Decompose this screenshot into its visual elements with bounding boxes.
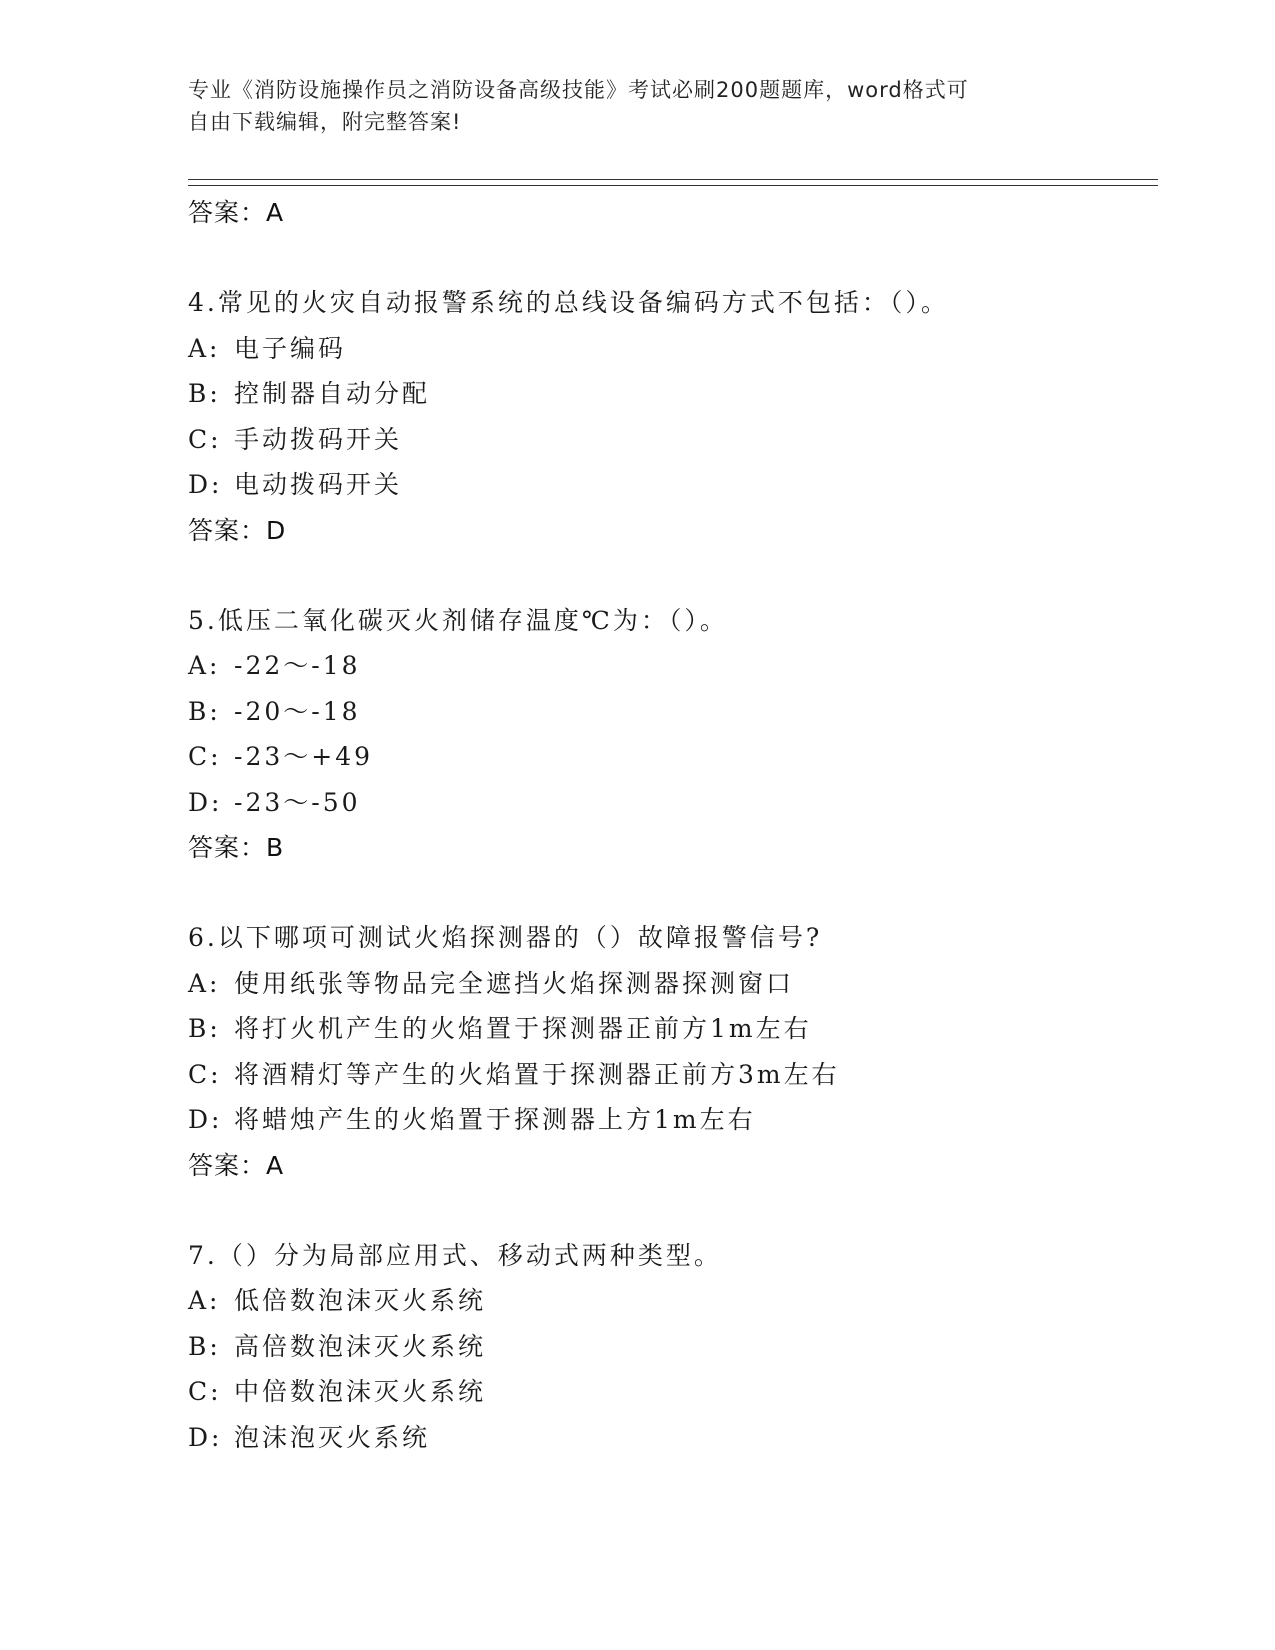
option-letter: D: xyxy=(188,470,223,499)
option-text: 电动拨码开关 xyxy=(234,470,403,499)
option-c xyxy=(188,1052,1168,1098)
answer-line: 答案：A xyxy=(188,1150,285,1180)
spacer xyxy=(188,1189,1168,1233)
option-letter: D: xyxy=(188,787,223,817)
document-body xyxy=(188,190,1168,1460)
answer-line: 答案：B xyxy=(188,833,285,862)
question-stem: 5.低压二氧化碳灭火剂储存温度℃为：（）。 xyxy=(188,605,728,635)
option-letter: B: xyxy=(188,696,221,726)
option-b xyxy=(188,371,1168,417)
option-text: 中倍数泡沫灭火系统 xyxy=(234,1377,487,1406)
option-letter: A: xyxy=(188,968,221,998)
option-letter: D: xyxy=(188,1105,223,1134)
option-text: 使用纸张等物品完全遮挡火焰探测器探测窗口 xyxy=(234,968,795,998)
option-letter: A: xyxy=(188,333,221,363)
question-stem: 6.以下哪项可测试火焰探测器的（）故障报警信号? xyxy=(188,923,823,952)
option-letter: C: xyxy=(188,742,222,771)
question-6 xyxy=(188,915,1168,1189)
option-c xyxy=(188,1369,1168,1415)
option-c xyxy=(188,417,1168,463)
option-text: 电子编码 xyxy=(234,333,347,363)
option-text: -23～-50 xyxy=(234,787,361,817)
option-a xyxy=(188,1278,1168,1324)
question-5 xyxy=(188,598,1168,872)
option-text: -23～+49 xyxy=(234,742,374,771)
option-b xyxy=(188,1006,1168,1052)
option-letter: B: xyxy=(188,1014,221,1043)
question-stem: 4.常见的火灾自动报警系统的总线设备编码方式不包括：（）。 xyxy=(188,288,949,317)
option-letter: C: xyxy=(188,1377,222,1406)
header-divider xyxy=(188,179,1158,186)
option-d xyxy=(188,462,1168,508)
option-c xyxy=(188,734,1168,780)
option-d xyxy=(188,1097,1168,1143)
option-text: 手动拨码开关 xyxy=(234,424,403,454)
option-a xyxy=(188,961,1168,1007)
option-text: 高倍数泡沫灭火系统 xyxy=(234,1331,487,1361)
option-text: 低倍数泡沫灭火系统 xyxy=(234,1286,487,1315)
option-a xyxy=(188,643,1168,689)
option-b xyxy=(188,1324,1168,1370)
option-letter: A: xyxy=(188,1286,221,1315)
option-letter: B: xyxy=(188,379,221,408)
option-a xyxy=(188,326,1168,372)
option-text: 将蜡烛产生的火焰置于探测器上方1m左右 xyxy=(234,1105,756,1134)
question-stem: 7.（）分为局部应用式、移动式两种类型。 xyxy=(188,1240,722,1270)
option-d xyxy=(188,780,1168,826)
answer-line: 答案：A xyxy=(188,198,285,227)
spacer xyxy=(188,871,1168,915)
option-letter: B: xyxy=(188,1331,221,1361)
question-4 xyxy=(188,280,1168,554)
option-text: -22～-18 xyxy=(234,651,361,680)
option-letter: C: xyxy=(188,424,222,454)
header-line-1: 专业《消防设施操作员之消防设备高级技能》考试必刷200题题库，word格式可 xyxy=(188,78,969,102)
answer-line: 答案：D xyxy=(188,515,287,545)
question-7 xyxy=(188,1233,1168,1461)
option-text: 将打火机产生的火焰置于探测器正前方1m左右 xyxy=(234,1014,812,1043)
option-letter: A: xyxy=(188,651,221,680)
option-letter: D: xyxy=(188,1422,223,1452)
spacer xyxy=(188,554,1168,598)
option-text: 泡沫泡灭火系统 xyxy=(234,1422,431,1452)
option-text: 控制器自动分配 xyxy=(234,379,431,408)
option-b xyxy=(188,689,1168,735)
page-header xyxy=(188,74,1088,138)
header-line-2: 自由下载编辑，附完整答案! xyxy=(188,110,462,134)
option-text: -20～-18 xyxy=(234,696,361,726)
option-letter: C: xyxy=(188,1059,222,1089)
spacer xyxy=(188,236,1168,280)
option-d xyxy=(188,1415,1168,1461)
option-text: 将酒精灯等产生的火焰置于探测器正前方3m左右 xyxy=(234,1059,840,1089)
